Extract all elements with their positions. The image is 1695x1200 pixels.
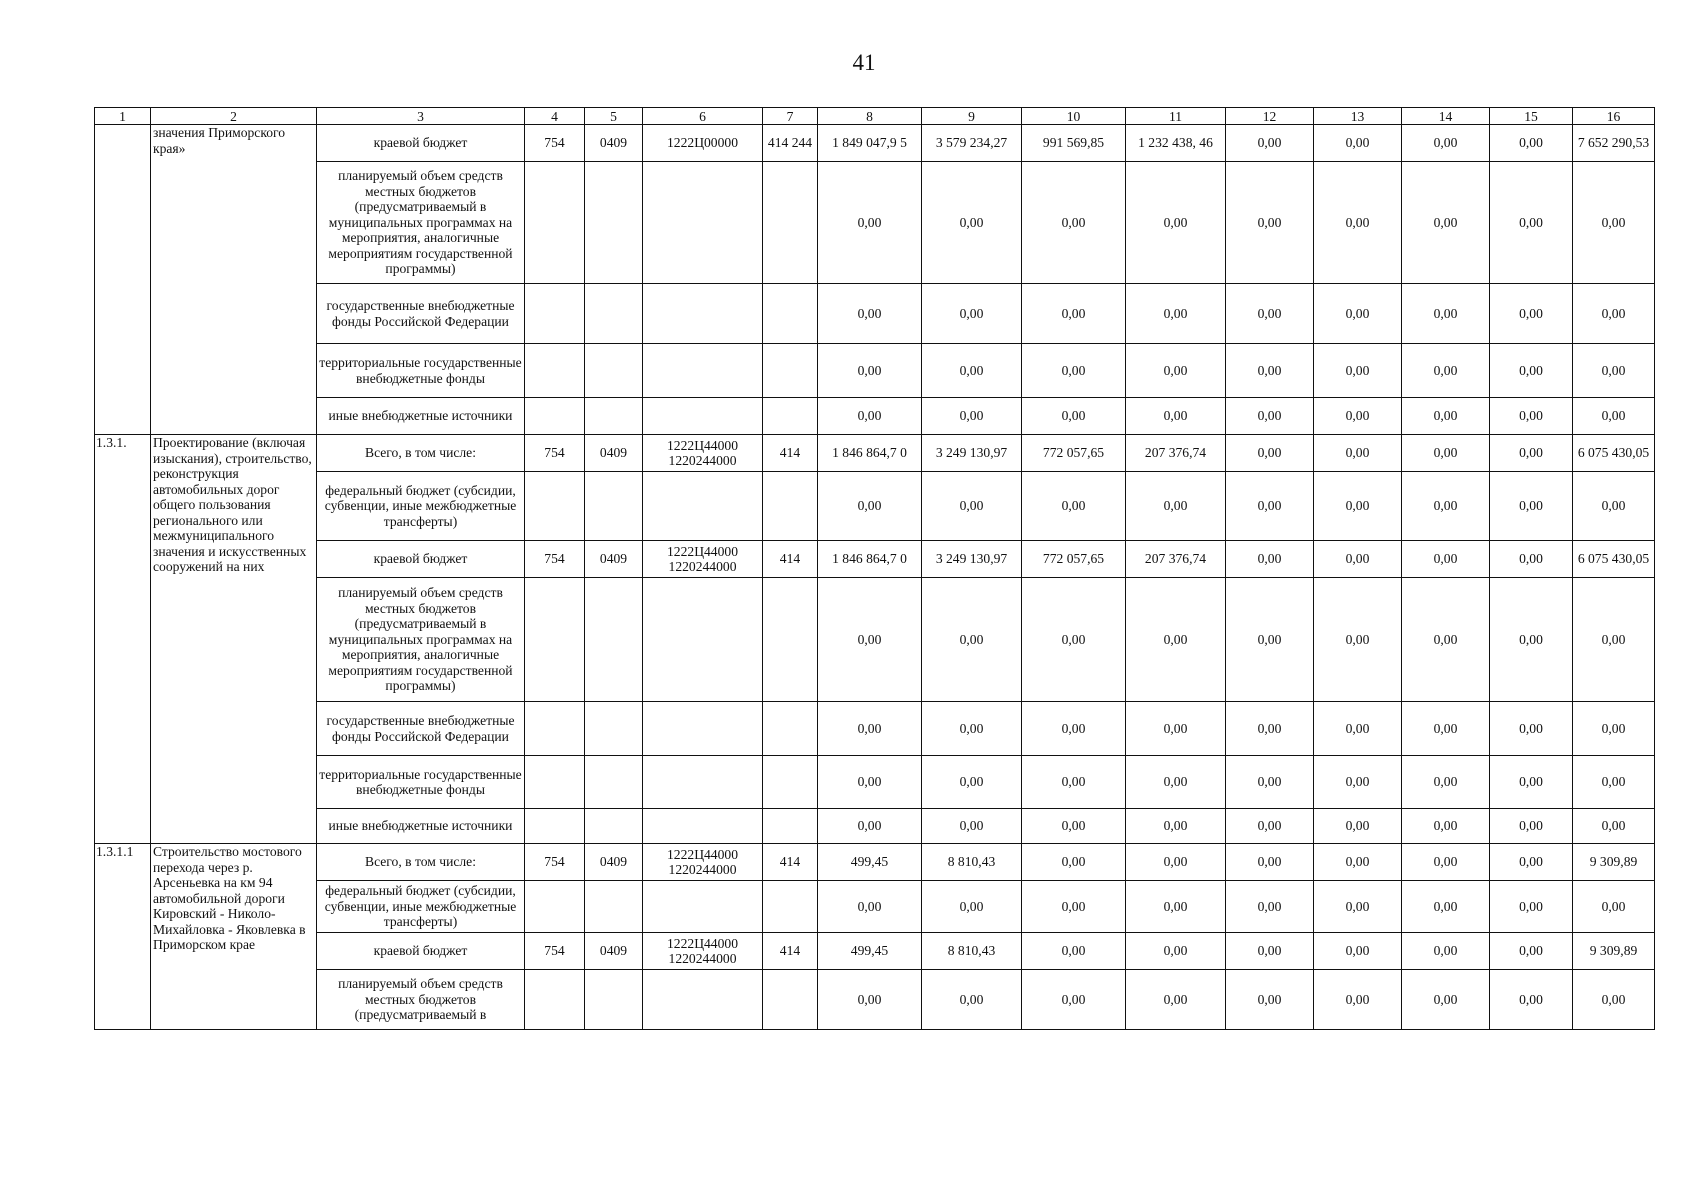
column-number-11: 11	[1126, 108, 1226, 125]
gr-code	[525, 970, 585, 1030]
value-column-8: 0,00	[818, 398, 922, 435]
value-column-15: 0,00	[1490, 284, 1573, 344]
funding-source: планируемый объем средств местных бюджетов (предусматриваемый в	[317, 970, 525, 1030]
value-column-15: 0,00	[1490, 435, 1573, 472]
expense-type-code: 414	[763, 541, 818, 578]
gr-code	[525, 284, 585, 344]
value-column-10: 0,00	[1022, 702, 1126, 756]
expense-type-code: 414 244	[763, 125, 818, 162]
value-column-8: 0,00	[818, 756, 922, 809]
value-column-14: 0,00	[1402, 933, 1490, 970]
section-code	[585, 702, 643, 756]
value-column-16: 6 075 430,05	[1573, 541, 1655, 578]
target-article-code	[643, 578, 763, 702]
value-column-15: 0,00	[1490, 541, 1573, 578]
value-column-13: 0,00	[1314, 284, 1402, 344]
target-article-code	[643, 756, 763, 809]
value-column-11: 207 376,74	[1126, 541, 1226, 578]
value-column-13: 0,00	[1314, 809, 1402, 844]
section-code	[585, 756, 643, 809]
value-column-10: 0,00	[1022, 809, 1126, 844]
expense-type-code	[763, 578, 818, 702]
column-number-2: 2	[151, 108, 317, 125]
value-column-16: 0,00	[1573, 398, 1655, 435]
funding-source: государственные внебюджетные фонды Российской Федерации	[317, 284, 525, 344]
section-code	[585, 472, 643, 541]
value-column-12: 0,00	[1226, 702, 1314, 756]
funding-source: территориальные государственные внебюджетные фонды	[317, 344, 525, 398]
expense-type-code	[763, 809, 818, 844]
value-column-11: 0,00	[1126, 809, 1226, 844]
value-column-15: 0,00	[1490, 756, 1573, 809]
value-column-12: 0,00	[1226, 162, 1314, 284]
value-column-13: 0,00	[1314, 398, 1402, 435]
table-row	[95, 435, 1655, 472]
funding-source: иные внебюджетные источники	[317, 809, 525, 844]
funding-source: государственные внебюджетные фонды Российской Федерации	[317, 702, 525, 756]
value-column-8: 0,00	[818, 162, 922, 284]
value-column-9: 3 249 130,97	[922, 435, 1022, 472]
target-article-code	[643, 344, 763, 398]
value-column-9: 0,00	[922, 398, 1022, 435]
gr-code	[525, 162, 585, 284]
section-code: 0409	[585, 844, 643, 881]
column-number-15: 15	[1490, 108, 1573, 125]
value-column-10: 0,00	[1022, 472, 1126, 541]
value-column-9: 0,00	[922, 970, 1022, 1030]
gr-code	[525, 344, 585, 398]
value-column-13: 0,00	[1314, 162, 1402, 284]
value-column-13: 0,00	[1314, 344, 1402, 398]
target-article-code	[643, 398, 763, 435]
target-article-code	[643, 284, 763, 344]
value-column-9: 0,00	[922, 881, 1022, 933]
funding-source: краевой бюджет	[317, 541, 525, 578]
value-column-9: 0,00	[922, 344, 1022, 398]
budget-table	[94, 107, 1655, 1030]
value-column-9: 3 249 130,97	[922, 541, 1022, 578]
value-column-16: 0,00	[1573, 162, 1655, 284]
item-number	[95, 125, 151, 435]
value-column-13: 0,00	[1314, 541, 1402, 578]
table-row	[95, 541, 1655, 578]
funding-source: краевой бюджет	[317, 125, 525, 162]
value-column-11: 0,00	[1126, 578, 1226, 702]
column-number-6: 6	[643, 108, 763, 125]
value-column-14: 0,00	[1402, 344, 1490, 398]
value-column-10: 0,00	[1022, 578, 1126, 702]
value-column-15: 0,00	[1490, 844, 1573, 881]
value-column-15: 0,00	[1490, 472, 1573, 541]
value-column-10: 0,00	[1022, 881, 1126, 933]
value-column-8: 499,45	[818, 933, 922, 970]
value-column-12: 0,00	[1226, 844, 1314, 881]
value-column-10: 772 057,65	[1022, 541, 1126, 578]
expense-type-code	[763, 344, 818, 398]
value-column-14: 0,00	[1402, 541, 1490, 578]
column-number-10: 10	[1022, 108, 1126, 125]
value-column-11: 0,00	[1126, 162, 1226, 284]
value-column-13: 0,00	[1314, 125, 1402, 162]
funding-source: федеральный бюджет (субсидии, субвенции, иные межбюджетные трансферты)	[317, 472, 525, 541]
section-code	[585, 284, 643, 344]
value-column-11: 0,00	[1126, 970, 1226, 1030]
page-number: 41	[852, 50, 876, 75]
value-column-16: 6 075 430,05	[1573, 435, 1655, 472]
column-number-7: 7	[763, 108, 818, 125]
value-column-10: 0,00	[1022, 344, 1126, 398]
value-column-14: 0,00	[1402, 844, 1490, 881]
value-column-8: 0,00	[818, 284, 922, 344]
funding-source: федеральный бюджет (субсидии, субвенции, иные межбюджетные трансферты)	[317, 881, 525, 933]
value-column-15: 0,00	[1490, 881, 1573, 933]
column-number-4: 4	[525, 108, 585, 125]
funding-source: иные внебюджетные источники	[317, 398, 525, 435]
funding-source: территориальные государственные внебюджетные фонды	[317, 756, 525, 809]
column-number-8: 8	[818, 108, 922, 125]
gr-code: 754	[525, 541, 585, 578]
value-column-11: 0,00	[1126, 398, 1226, 435]
section-code	[585, 344, 643, 398]
value-column-13: 0,00	[1314, 702, 1402, 756]
value-column-15: 0,00	[1490, 970, 1573, 1030]
column-number-12: 12	[1226, 108, 1314, 125]
gr-code: 754	[525, 125, 585, 162]
value-column-13: 0,00	[1314, 435, 1402, 472]
value-column-9: 0,00	[922, 809, 1022, 844]
value-column-9: 0,00	[922, 578, 1022, 702]
expense-type-code	[763, 398, 818, 435]
table-row	[95, 809, 1655, 844]
target-article-code: 1222Ц44000 1220244000	[643, 844, 763, 881]
value-column-13: 0,00	[1314, 933, 1402, 970]
table-row	[95, 284, 1655, 344]
value-column-10: 0,00	[1022, 284, 1126, 344]
value-column-12: 0,00	[1226, 881, 1314, 933]
expense-type-code: 414	[763, 435, 818, 472]
value-column-16: 0,00	[1573, 881, 1655, 933]
value-column-11: 0,00	[1126, 472, 1226, 541]
value-column-16: 9 309,89	[1573, 933, 1655, 970]
value-column-8: 0,00	[818, 809, 922, 844]
expense-type-code	[763, 472, 818, 541]
value-column-14: 0,00	[1402, 435, 1490, 472]
value-column-12: 0,00	[1226, 435, 1314, 472]
value-column-16: 7 652 290,53	[1573, 125, 1655, 162]
expense-type-code	[763, 970, 818, 1030]
value-column-13: 0,00	[1314, 472, 1402, 541]
value-column-16: 0,00	[1573, 970, 1655, 1030]
value-column-9: 0,00	[922, 472, 1022, 541]
value-column-9: 8 810,43	[922, 933, 1022, 970]
expense-type-code	[763, 756, 818, 809]
value-column-15: 0,00	[1490, 125, 1573, 162]
value-column-14: 0,00	[1402, 472, 1490, 541]
value-column-14: 0,00	[1402, 125, 1490, 162]
value-column-12: 0,00	[1226, 398, 1314, 435]
item-number: 1.3.1.	[95, 435, 151, 844]
column-number-9: 9	[922, 108, 1022, 125]
target-article-code: 1222Ц44000 1220244000	[643, 933, 763, 970]
table-row	[95, 933, 1655, 970]
value-column-12: 0,00	[1226, 970, 1314, 1030]
target-article-code	[643, 970, 763, 1030]
section-code	[585, 881, 643, 933]
section-code	[585, 398, 643, 435]
value-column-8: 0,00	[818, 702, 922, 756]
value-column-12: 0,00	[1226, 541, 1314, 578]
value-column-9: 0,00	[922, 162, 1022, 284]
value-column-11: 0,00	[1126, 933, 1226, 970]
table-row	[95, 702, 1655, 756]
value-column-10: 991 569,85	[1022, 125, 1126, 162]
value-column-11: 0,00	[1126, 844, 1226, 881]
table-row	[95, 970, 1655, 1030]
expense-type-code: 414	[763, 844, 818, 881]
gr-code	[525, 398, 585, 435]
value-column-9: 8 810,43	[922, 844, 1022, 881]
value-column-8: 499,45	[818, 844, 922, 881]
value-column-12: 0,00	[1226, 472, 1314, 541]
value-column-15: 0,00	[1490, 578, 1573, 702]
section-code: 0409	[585, 933, 643, 970]
value-column-8: 0,00	[818, 472, 922, 541]
value-column-9: 0,00	[922, 284, 1022, 344]
value-column-8: 0,00	[818, 970, 922, 1030]
item-number: 1.3.1.1	[95, 844, 151, 1030]
gr-code: 754	[525, 933, 585, 970]
value-column-14: 0,00	[1402, 970, 1490, 1030]
value-column-10: 0,00	[1022, 398, 1126, 435]
table-row	[95, 756, 1655, 809]
value-column-16: 0,00	[1573, 702, 1655, 756]
value-column-8: 0,00	[818, 344, 922, 398]
value-column-14: 0,00	[1402, 809, 1490, 844]
expense-type-code	[763, 881, 818, 933]
value-column-16: 0,00	[1573, 284, 1655, 344]
value-column-15: 0,00	[1490, 344, 1573, 398]
value-column-8: 0,00	[818, 881, 922, 933]
table-row	[95, 162, 1655, 284]
value-column-8: 1 846 864,7 0	[818, 435, 922, 472]
value-column-14: 0,00	[1402, 578, 1490, 702]
value-column-15: 0,00	[1490, 933, 1573, 970]
value-column-11: 0,00	[1126, 284, 1226, 344]
table-row	[95, 125, 1655, 162]
table-row	[95, 398, 1655, 435]
value-column-8: 0,00	[818, 578, 922, 702]
target-article-code: 1222Ц44000 1220244000	[643, 435, 763, 472]
section-code	[585, 578, 643, 702]
section-code	[585, 809, 643, 844]
expense-type-code	[763, 702, 818, 756]
column-number-16: 16	[1573, 108, 1655, 125]
value-column-11: 1 232 438, 46	[1126, 125, 1226, 162]
value-column-14: 0,00	[1402, 398, 1490, 435]
value-column-14: 0,00	[1402, 284, 1490, 344]
section-code: 0409	[585, 125, 643, 162]
value-column-16: 9 309,89	[1573, 844, 1655, 881]
column-number-3: 3	[317, 108, 525, 125]
gr-code	[525, 578, 585, 702]
value-column-14: 0,00	[1402, 162, 1490, 284]
value-column-16: 0,00	[1573, 472, 1655, 541]
value-column-12: 0,00	[1226, 809, 1314, 844]
value-column-9: 0,00	[922, 756, 1022, 809]
value-column-11: 0,00	[1126, 344, 1226, 398]
value-column-10: 0,00	[1022, 756, 1126, 809]
value-column-14: 0,00	[1402, 881, 1490, 933]
value-column-16: 0,00	[1573, 578, 1655, 702]
value-column-13: 0,00	[1314, 844, 1402, 881]
item-name: Проектирование (включая изыскания), строительство, реконструкция автомобильных дорог общего пользования регионального или межмуниципального значения и искусственных сооружений на них	[151, 435, 317, 844]
budget-table-container	[94, 107, 1655, 1030]
value-column-10: 0,00	[1022, 970, 1126, 1030]
value-column-11: 0,00	[1126, 756, 1226, 809]
target-article-code	[643, 809, 763, 844]
value-column-15: 0,00	[1490, 398, 1573, 435]
section-code	[585, 970, 643, 1030]
value-column-8: 1 846 864,7 0	[818, 541, 922, 578]
value-column-11: 207 376,74	[1126, 435, 1226, 472]
item-name: Строительство мостового перехода через р. Арсеньевка на км 94 автомобильной дороги Кировский - Николо-Михайловка - Яковлевка в Приморском крае	[151, 844, 317, 1030]
gr-code: 754	[525, 844, 585, 881]
expense-type-code	[763, 162, 818, 284]
funding-source: краевой бюджет	[317, 933, 525, 970]
value-column-12: 0,00	[1226, 578, 1314, 702]
value-column-15: 0,00	[1490, 162, 1573, 284]
table-row	[95, 844, 1655, 881]
value-column-12: 0,00	[1226, 125, 1314, 162]
gr-code: 754	[525, 435, 585, 472]
value-column-12: 0,00	[1226, 933, 1314, 970]
value-column-15: 0,00	[1490, 702, 1573, 756]
gr-code	[525, 756, 585, 809]
target-article-code	[643, 162, 763, 284]
value-column-12: 0,00	[1226, 344, 1314, 398]
expense-type-code	[763, 284, 818, 344]
value-column-13: 0,00	[1314, 881, 1402, 933]
value-column-16: 0,00	[1573, 809, 1655, 844]
funding-source: планируемый объем средств местных бюджетов (предусматриваемый в муниципальных программах на мероприятия, аналогичные мероприятиям государственной программы)	[317, 162, 525, 284]
value-column-16: 0,00	[1573, 344, 1655, 398]
funding-source: Всего, в том числе:	[317, 844, 525, 881]
value-column-16: 0,00	[1573, 756, 1655, 809]
table-header-row	[95, 108, 1655, 125]
value-column-9: 0,00	[922, 702, 1022, 756]
section-code: 0409	[585, 435, 643, 472]
value-column-13: 0,00	[1314, 756, 1402, 809]
value-column-12: 0,00	[1226, 284, 1314, 344]
target-article-code	[643, 702, 763, 756]
value-column-12: 0,00	[1226, 756, 1314, 809]
column-number-1: 1	[95, 108, 151, 125]
funding-source: Всего, в том числе:	[317, 435, 525, 472]
value-column-13: 0,00	[1314, 578, 1402, 702]
target-article-code	[643, 881, 763, 933]
target-article-code: 1222Ц44000 1220244000	[643, 541, 763, 578]
value-column-10: 0,00	[1022, 933, 1126, 970]
gr-code	[525, 472, 585, 541]
section-code	[585, 162, 643, 284]
value-column-10: 0,00	[1022, 162, 1126, 284]
value-column-11: 0,00	[1126, 702, 1226, 756]
section-code: 0409	[585, 541, 643, 578]
value-column-8: 1 849 047,9 5	[818, 125, 922, 162]
table-row	[95, 578, 1655, 702]
column-number-5: 5	[585, 108, 643, 125]
value-column-15: 0,00	[1490, 809, 1573, 844]
item-name: значения Приморского края»	[151, 125, 317, 435]
column-number-13: 13	[1314, 108, 1402, 125]
value-column-13: 0,00	[1314, 970, 1402, 1030]
gr-code	[525, 809, 585, 844]
funding-source: планируемый объем средств местных бюджетов (предусматриваемый в муниципальных программах на мероприятия, аналогичные мероприятиям государственной программы)	[317, 578, 525, 702]
value-column-10: 0,00	[1022, 844, 1126, 881]
value-column-14: 0,00	[1402, 702, 1490, 756]
table-row	[95, 472, 1655, 541]
gr-code	[525, 881, 585, 933]
table-row	[95, 881, 1655, 933]
value-column-9: 3 579 234,27	[922, 125, 1022, 162]
target-article-code: 1222Ц00000	[643, 125, 763, 162]
value-column-11: 0,00	[1126, 881, 1226, 933]
value-column-14: 0,00	[1402, 756, 1490, 809]
gr-code	[525, 702, 585, 756]
column-number-14: 14	[1402, 108, 1490, 125]
table-row	[95, 344, 1655, 398]
value-column-10: 772 057,65	[1022, 435, 1126, 472]
expense-type-code: 414	[763, 933, 818, 970]
target-article-code	[643, 472, 763, 541]
